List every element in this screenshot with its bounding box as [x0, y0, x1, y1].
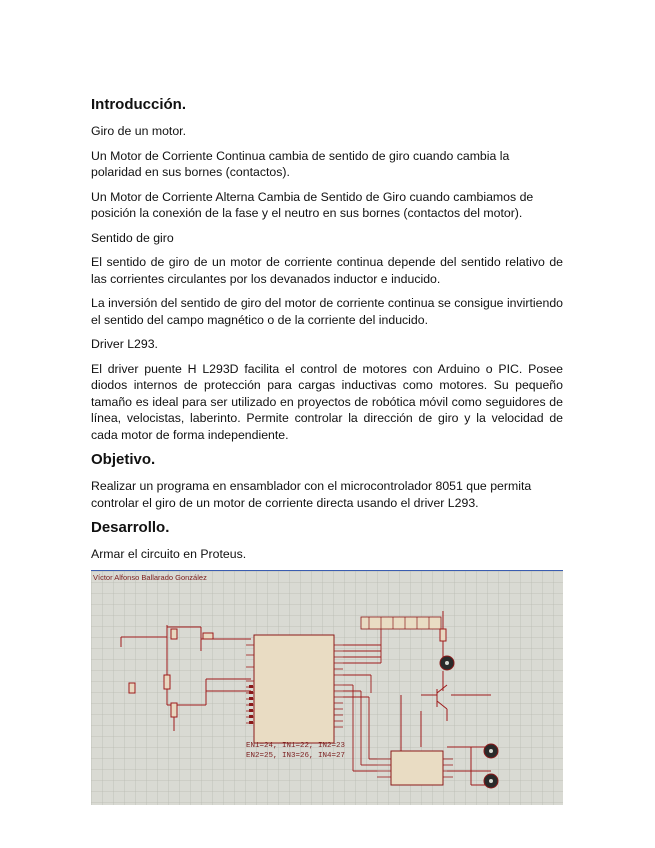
objetivo-heading: Objetivo.	[91, 451, 156, 468]
document-body	[91, 96, 563, 571]
schematic-note-line-1: EN1=24, IN1=22, IN2=23	[246, 742, 346, 750]
intro-paragraph-5: El sentido de giro de un motor de corriente continua depende del sentido relativo de las corrientes circulantes por los devanados inductor e inducido.	[91, 255, 563, 286]
schematic-author-label: Víctor Alfonso Ballarado González	[93, 573, 207, 582]
objetivo-paragraph: Realizar un programa en ensamblador con el microcontrolador 8051 que permita controlar el giro de un motor de corriente directa usando el driver L293.	[91, 479, 532, 510]
intro-paragraph-1: Giro de un motor.	[91, 124, 187, 138]
schematic-drawing	[91, 571, 563, 805]
proteus-schematic-figure	[91, 570, 563, 805]
schematic-note-line-2: EN2=25, IN3=26, IN4=27	[246, 752, 346, 760]
intro-paragraph-4: Sentido de giro	[91, 230, 174, 245]
intro-paragraph-2: Un Motor de Corriente Continua cambia de sentido de giro cuando cambia la polaridad en sus bornes (contactos).	[91, 148, 510, 179]
desarrollo-paragraph: Armar el circuito en Proteus.	[91, 547, 247, 561]
desarrollo-heading: Desarrollo.	[91, 519, 170, 536]
intro-paragraph-8: El driver puente H L293D facilita el control de motores con Arduino o PIC. Posee diodos internos de protección para cargas inductivas como motores. Su pequeño tamaño es ideal para ser utilizado en proyectos de robótica móvil como seguidores de línea, velocistas, laberinto. Permite controlar la dirección de giro y la velocidad de cada motor de forma independiente.	[91, 361, 563, 442]
microcontroller-8051	[246, 635, 343, 743]
intro-paragraph-6: La inversión del sentido de giro del motor de corriente continua se consigue invirtiendo el sentido del campo magnético o de la corriente del inducido.	[91, 296, 563, 327]
intro-heading: Introducción.	[91, 96, 186, 113]
intro-paragraph-7: Driver L293.	[91, 337, 158, 351]
intro-paragraph-3: Un Motor de Corriente Alterna Cambia de Sentido de Giro cuando cambiamos de posición la conexión de la fase y el neutro en sus bornes (contactos del motor).	[91, 189, 534, 220]
resistor-pack	[361, 617, 441, 629]
